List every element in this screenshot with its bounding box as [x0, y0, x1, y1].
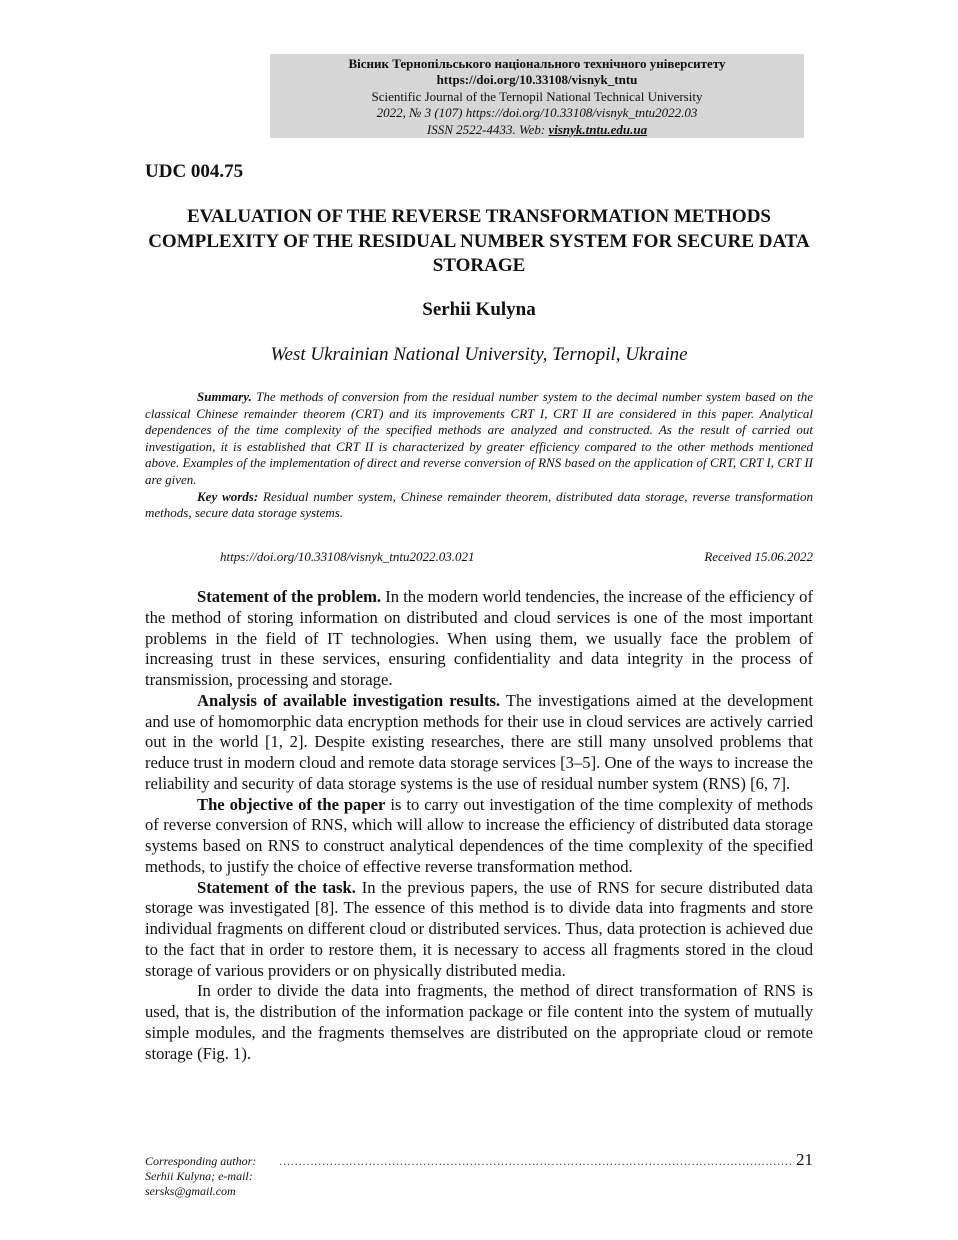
- paragraph-text: In order to divide the data into fragments, the method of direct transformation of RNS is used, that is, the distribution of the information package or file content into the system of mutually simple modules, and the fragments themselves are distributed on the appropriate cloud or remote storage (Fig. 1).: [145, 981, 813, 1063]
- affiliation: West Ukrainian National University, Ternopil, Ukraine: [270, 344, 688, 365]
- paragraph-text: In the modern world tendencies, the increase of the efficiency of the method of storing information on distributed and cloud services is one of the most important problems in the field of IT technologies. When using them, we usually face the problem of increasing trust in these services, ensuring confidentiality and data integrity in the process of transmission, processing and storage.: [145, 587, 813, 689]
- paragraph-task-statement: [145, 878, 813, 982]
- journal-doi-link[interactable]: https://doi.org/10.33108/visnyk_tntu: [436, 72, 638, 88]
- corresponding-author: Corresponding author: Serhii Kulyna; e-mail: sersks@gmail.com: [145, 1154, 257, 1198]
- paragraph-problem-statement: [145, 587, 813, 691]
- paragraph-heading: Statement of the problem.: [197, 587, 382, 606]
- udc-code: UDC 004.75: [145, 161, 244, 182]
- paragraph-heading: The objective of the paper: [197, 794, 386, 814]
- keywords-text: Residual number system, Chinese remainder theorem, distributed data storage, reverse transformation methods, secure data storage systems.: [145, 488, 813, 521]
- footer-leader-dots: ……………………………………………………………………………………………………………………: [279, 1154, 793, 1168]
- paragraph-heading: Analysis of available investigation results.: [197, 690, 501, 710]
- paragraph-text: In the previous papers, the use of RNS for secure distributed data storage was investigated [8]. The essence of this method is to divide data into fragments and store individual fragments on different cloud or distributed services. Thus, data protection is achieved due to the fact that in order to restore them, it is necessary to access all fragments stored in the cloud storage of various providers or on physically distributed media.: [145, 877, 814, 980]
- keywords-label: Key words:: [197, 488, 259, 504]
- summary-label: Summary.: [197, 389, 252, 404]
- paragraph-text: The investigations aimed at the development and use of homomorphic data encryption methods for their use in cloud services are actively carried out in the world [1, 2]. Despite existing researches, there are still many unsolved problems that reduce trust in modern cloud and remote data storage services [3–5]. One of the ways to increase the reliability and security of data storage systems is the use of residual number system (RNS) [6, 7].: [145, 690, 813, 793]
- journal-header: [270, 54, 804, 138]
- issn-text: ISSN 2522-4433. Web:: [426, 121, 549, 137]
- summary-text: The methods of conversion from the residual number system to the decimal number system based on the classical Chinese remainder theorem (CRT) and its improvements CRT I, CRT II are considered in this paper. Analytical dependences of the time complexity of the specified methods are analyzed and constructed. As the result of carried out investigation, it is established that CRT II is characterized by greater efficiency compared to the other methods mentioned above. Examples of the implementation of direct and reverse conversion of RNS based on the application of CRT, CRT I, CRT II are given.: [145, 389, 813, 487]
- paragraph-text: is to carry out investigation of the time complexity of methods of reverse conversion of RNS, which will allow to increase the efficiency of distributed data storage systems based on RNS to construct analytical dependences of the time complexity of the specified methods, to justify the choice of effective reverse transformation method.: [145, 794, 813, 876]
- received-date: Received 15.06.2022: [704, 549, 813, 564]
- paragraph-fragmentation: [145, 981, 813, 1064]
- paragraph-heading: Statement of the task.: [197, 877, 356, 897]
- abstract: [145, 389, 813, 522]
- journal-name-ua: Вісник Тернопільського національного технічного університету: [348, 56, 726, 71]
- journal-website-link[interactable]: visnyk.tntu.edu.ua: [548, 121, 648, 137]
- article-doi[interactable]: https://doi.org/10.33108/visnyk_tntu2022.03.021: [220, 549, 475, 564]
- page-footer: [145, 1150, 813, 1199]
- keywords-paragraph: [145, 489, 813, 522]
- page-number: 21: [796, 1150, 813, 1169]
- summary-paragraph: [145, 389, 813, 489]
- issn-line: [270, 122, 804, 138]
- paragraph-objective: [145, 795, 813, 878]
- issue-info: 2022, № 3 (107) https://doi.org/10.33108/visnyk_tntu2022.03: [376, 105, 698, 121]
- paper-title: EVALUATION OF THE REVERSE TRANSFORMATION METHODS COMPLEXITY OF THE RESIDUAL NUMBER SYSTEM FOR SECURE DATA STORAGE: [148, 206, 810, 276]
- paragraph-analysis: [145, 691, 813, 795]
- author-name: Serhii Kulyna: [422, 299, 536, 320]
- article-body: [145, 587, 813, 1064]
- journal-name-en: Scientific Journal of the Ternopil National Technical University: [371, 88, 703, 104]
